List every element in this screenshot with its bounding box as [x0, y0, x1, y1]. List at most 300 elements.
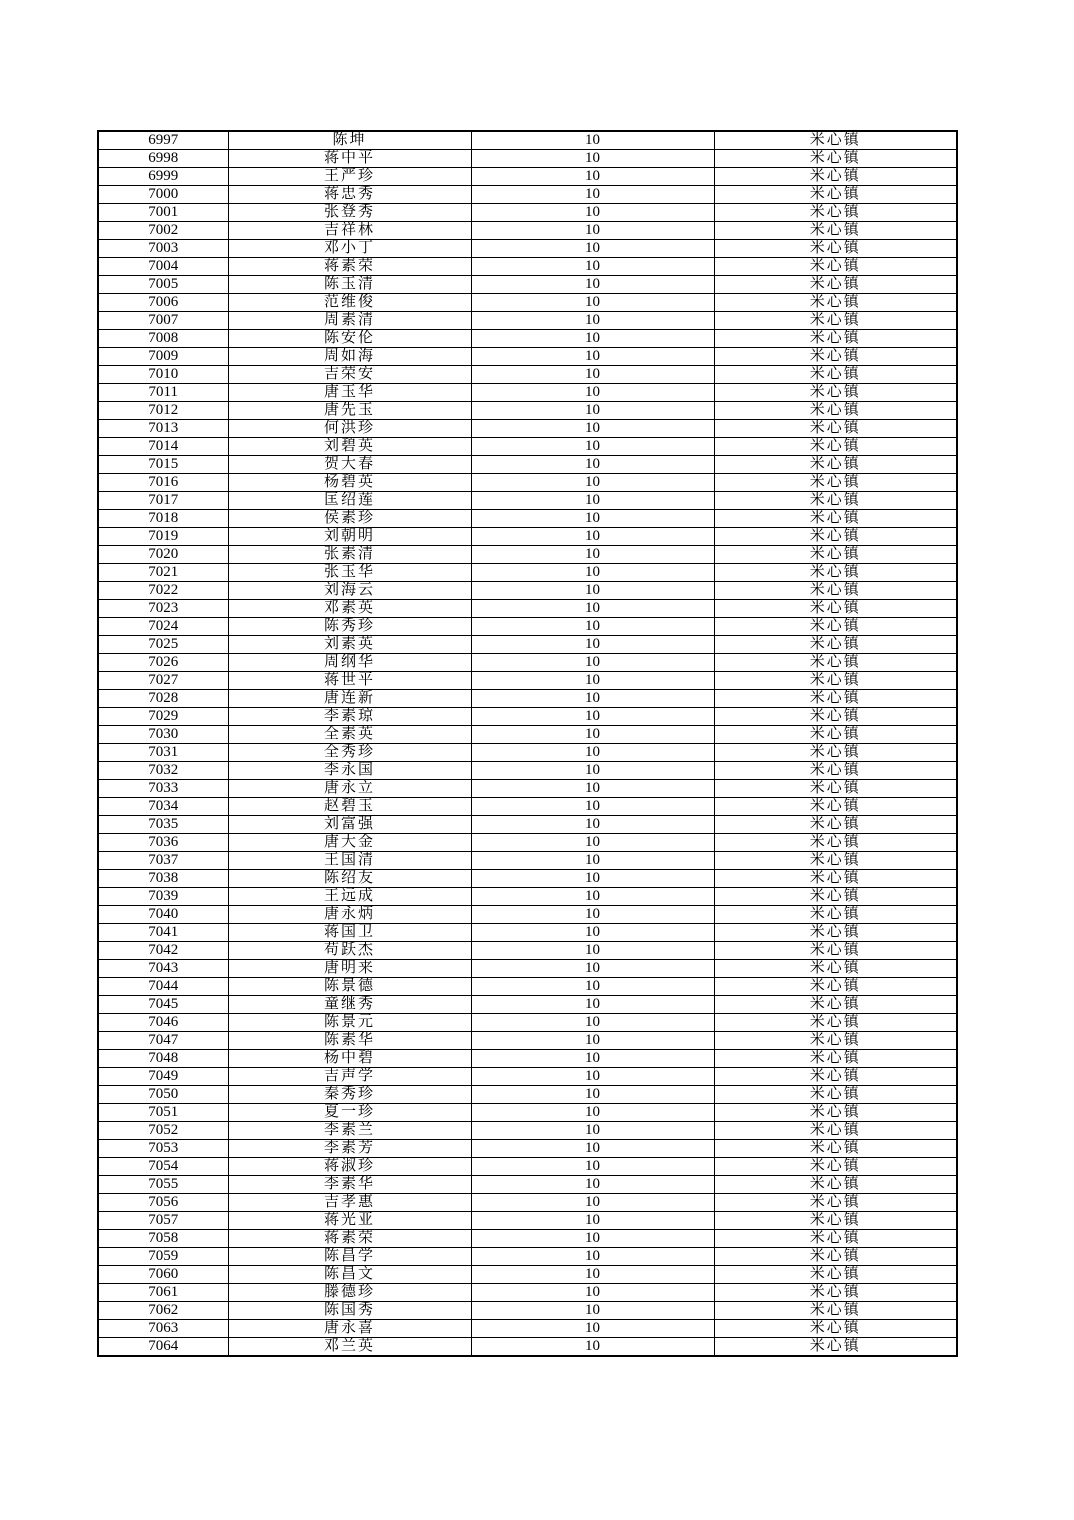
amount-cell: 10	[471, 1068, 714, 1086]
town-cell: 米心镇	[714, 708, 957, 726]
town-cell: 米心镇	[714, 1158, 957, 1176]
name-cell: 匡绍莲	[228, 492, 471, 510]
town-cell: 米心镇	[714, 1122, 957, 1140]
row-number-cell: 7000	[98, 186, 228, 204]
row-number-cell: 7063	[98, 1320, 228, 1338]
name-cell: 杨碧英	[228, 474, 471, 492]
row-number-cell: 7034	[98, 798, 228, 816]
town-cell: 米心镇	[714, 348, 957, 366]
data-table	[97, 130, 958, 1357]
name-cell: 张素清	[228, 546, 471, 564]
table-row	[98, 690, 957, 708]
amount-cell: 10	[471, 510, 714, 528]
amount-cell: 10	[471, 654, 714, 672]
row-number-cell: 7045	[98, 996, 228, 1014]
table-row	[98, 744, 957, 762]
row-number-cell: 7036	[98, 834, 228, 852]
row-number-cell: 7019	[98, 528, 228, 546]
amount-cell: 10	[471, 1122, 714, 1140]
name-cell: 童继秀	[228, 996, 471, 1014]
town-cell: 米心镇	[714, 366, 957, 384]
table-row	[98, 240, 957, 258]
town-cell: 米心镇	[714, 582, 957, 600]
row-number-cell: 7024	[98, 618, 228, 636]
name-cell: 陈景元	[228, 1014, 471, 1032]
name-cell: 李永国	[228, 762, 471, 780]
table-row	[98, 456, 957, 474]
town-cell: 米心镇	[714, 276, 957, 294]
table-row	[98, 276, 957, 294]
town-cell: 米心镇	[714, 600, 957, 618]
table-row	[98, 780, 957, 798]
name-cell: 唐先玉	[228, 402, 471, 420]
amount-cell: 10	[471, 240, 714, 258]
table-row	[98, 762, 957, 780]
amount-cell: 10	[471, 150, 714, 168]
table-row	[98, 1104, 957, 1122]
row-number-cell: 7062	[98, 1302, 228, 1320]
town-cell: 米心镇	[714, 1212, 957, 1230]
name-cell: 唐永炳	[228, 906, 471, 924]
name-cell: 陈安伦	[228, 330, 471, 348]
name-cell: 苟跃杰	[228, 942, 471, 960]
name-cell: 范维俊	[228, 294, 471, 312]
table-row	[98, 204, 957, 222]
amount-cell: 10	[471, 834, 714, 852]
row-number-cell: 7002	[98, 222, 228, 240]
amount-cell: 10	[471, 600, 714, 618]
amount-cell: 10	[471, 492, 714, 510]
amount-cell: 10	[471, 1014, 714, 1032]
table-row	[98, 438, 957, 456]
row-number-cell: 7017	[98, 492, 228, 510]
amount-cell: 10	[471, 978, 714, 996]
row-number-cell: 7016	[98, 474, 228, 492]
name-cell: 吉声学	[228, 1068, 471, 1086]
name-cell: 夏一珍	[228, 1104, 471, 1122]
table-row	[98, 258, 957, 276]
table-row	[98, 1248, 957, 1266]
amount-cell: 10	[471, 1338, 714, 1357]
name-cell: 唐永喜	[228, 1320, 471, 1338]
town-cell: 米心镇	[714, 744, 957, 762]
name-cell: 刘海云	[228, 582, 471, 600]
name-cell: 陈坤	[228, 131, 471, 150]
name-cell: 何洪珍	[228, 420, 471, 438]
name-cell: 王远成	[228, 888, 471, 906]
table-row	[98, 618, 957, 636]
row-number-cell: 7005	[98, 276, 228, 294]
table-row	[98, 402, 957, 420]
row-number-cell: 7023	[98, 600, 228, 618]
row-number-cell: 7020	[98, 546, 228, 564]
town-cell: 米心镇	[714, 762, 957, 780]
row-number-cell: 7013	[98, 420, 228, 438]
row-number-cell: 7025	[98, 636, 228, 654]
table-row	[98, 888, 957, 906]
table-row	[98, 312, 957, 330]
table-row	[98, 582, 957, 600]
amount-cell: 10	[471, 258, 714, 276]
town-cell: 米心镇	[714, 1320, 957, 1338]
name-cell: 全秀珍	[228, 744, 471, 762]
row-number-cell: 6998	[98, 150, 228, 168]
table-row	[98, 564, 957, 582]
name-cell: 蒋素荣	[228, 258, 471, 276]
town-cell: 米心镇	[714, 870, 957, 888]
name-cell: 张玉华	[228, 564, 471, 582]
amount-cell: 10	[471, 960, 714, 978]
town-cell: 米心镇	[714, 636, 957, 654]
name-cell: 陈玉清	[228, 276, 471, 294]
town-cell: 米心镇	[714, 294, 957, 312]
row-number-cell: 7029	[98, 708, 228, 726]
row-number-cell: 7050	[98, 1086, 228, 1104]
row-number-cell: 7006	[98, 294, 228, 312]
town-cell: 米心镇	[714, 1068, 957, 1086]
row-number-cell: 7027	[98, 672, 228, 690]
name-cell: 滕德珍	[228, 1284, 471, 1302]
row-number-cell: 7022	[98, 582, 228, 600]
table-row	[98, 834, 957, 852]
row-number-cell: 7054	[98, 1158, 228, 1176]
town-cell: 米心镇	[714, 942, 957, 960]
name-cell: 唐明来	[228, 960, 471, 978]
name-cell: 唐玉华	[228, 384, 471, 402]
name-cell: 陈素华	[228, 1032, 471, 1050]
row-number-cell: 7043	[98, 960, 228, 978]
name-cell: 李素芳	[228, 1140, 471, 1158]
town-cell: 米心镇	[714, 1032, 957, 1050]
name-cell: 刘碧英	[228, 438, 471, 456]
table-row	[98, 1194, 957, 1212]
row-number-cell: 7058	[98, 1230, 228, 1248]
town-cell: 米心镇	[714, 798, 957, 816]
row-number-cell: 7003	[98, 240, 228, 258]
name-cell: 陈秀珍	[228, 618, 471, 636]
table-row	[98, 1284, 957, 1302]
town-cell: 米心镇	[714, 204, 957, 222]
row-number-cell: 6997	[98, 131, 228, 150]
name-cell: 蒋世平	[228, 672, 471, 690]
row-number-cell: 7055	[98, 1176, 228, 1194]
row-number-cell: 7021	[98, 564, 228, 582]
amount-cell: 10	[471, 204, 714, 222]
name-cell: 唐永立	[228, 780, 471, 798]
amount-cell: 10	[471, 384, 714, 402]
amount-cell: 10	[471, 852, 714, 870]
amount-cell: 10	[471, 312, 714, 330]
name-cell: 李素琼	[228, 708, 471, 726]
amount-cell: 10	[471, 816, 714, 834]
table-row	[98, 1140, 957, 1158]
table-row	[98, 528, 957, 546]
name-cell: 刘富强	[228, 816, 471, 834]
row-number-cell: 7004	[98, 258, 228, 276]
table-row	[98, 708, 957, 726]
table-row	[98, 1050, 957, 1068]
town-cell: 米心镇	[714, 420, 957, 438]
row-number-cell: 7010	[98, 366, 228, 384]
name-cell: 赵碧玉	[228, 798, 471, 816]
town-cell: 米心镇	[714, 654, 957, 672]
amount-cell: 10	[471, 1248, 714, 1266]
name-cell: 陈绍友	[228, 870, 471, 888]
row-number-cell: 7028	[98, 690, 228, 708]
amount-cell: 10	[471, 744, 714, 762]
table-row	[98, 1122, 957, 1140]
name-cell: 秦秀珍	[228, 1086, 471, 1104]
row-number-cell: 7061	[98, 1284, 228, 1302]
table-row	[98, 1032, 957, 1050]
name-cell: 蒋光亚	[228, 1212, 471, 1230]
amount-cell: 10	[471, 1158, 714, 1176]
name-cell: 吉孝惠	[228, 1194, 471, 1212]
amount-cell: 10	[471, 456, 714, 474]
row-number-cell: 7053	[98, 1140, 228, 1158]
town-cell: 米心镇	[714, 258, 957, 276]
row-number-cell: 7057	[98, 1212, 228, 1230]
town-cell: 米心镇	[714, 546, 957, 564]
name-cell: 蒋忠秀	[228, 186, 471, 204]
table-row	[98, 798, 957, 816]
row-number-cell: 7018	[98, 510, 228, 528]
table-row	[98, 510, 957, 528]
row-number-cell: 7044	[98, 978, 228, 996]
amount-cell: 10	[471, 780, 714, 798]
amount-cell: 10	[471, 348, 714, 366]
name-cell: 邓素英	[228, 600, 471, 618]
row-number-cell: 7049	[98, 1068, 228, 1086]
row-number-cell: 7035	[98, 816, 228, 834]
town-cell: 米心镇	[714, 780, 957, 798]
table-row	[98, 1014, 957, 1032]
amount-cell: 10	[471, 1284, 714, 1302]
town-cell: 米心镇	[714, 816, 957, 834]
row-number-cell: 7046	[98, 1014, 228, 1032]
amount-cell: 10	[471, 420, 714, 438]
town-cell: 米心镇	[714, 492, 957, 510]
name-cell: 蒋中平	[228, 150, 471, 168]
table-row	[98, 294, 957, 312]
amount-cell: 10	[471, 1086, 714, 1104]
town-cell: 米心镇	[714, 438, 957, 456]
name-cell: 吉荣安	[228, 366, 471, 384]
name-cell: 张登秀	[228, 204, 471, 222]
table-row	[98, 960, 957, 978]
amount-cell: 10	[471, 1212, 714, 1230]
table-row	[98, 222, 957, 240]
table-row	[98, 330, 957, 348]
town-cell: 米心镇	[714, 834, 957, 852]
table-row	[98, 852, 957, 870]
town-cell: 米心镇	[714, 1014, 957, 1032]
name-cell: 李素华	[228, 1176, 471, 1194]
table-row	[98, 1212, 957, 1230]
amount-cell: 10	[471, 1230, 714, 1248]
town-cell: 米心镇	[714, 240, 957, 258]
town-cell: 米心镇	[714, 906, 957, 924]
amount-cell: 10	[471, 330, 714, 348]
amount-cell: 10	[471, 438, 714, 456]
row-number-cell: 7060	[98, 1266, 228, 1284]
amount-cell: 10	[471, 186, 714, 204]
table-row	[98, 131, 957, 150]
row-number-cell: 7011	[98, 384, 228, 402]
town-cell: 米心镇	[714, 960, 957, 978]
name-cell: 陈国秀	[228, 1302, 471, 1320]
row-number-cell: 7007	[98, 312, 228, 330]
row-number-cell: 7026	[98, 654, 228, 672]
table-row	[98, 726, 957, 744]
amount-cell: 10	[471, 564, 714, 582]
town-cell: 米心镇	[714, 1248, 957, 1266]
name-cell: 刘素英	[228, 636, 471, 654]
name-cell: 周如海	[228, 348, 471, 366]
table-row	[98, 654, 957, 672]
town-cell: 米心镇	[714, 1050, 957, 1068]
row-number-cell: 7009	[98, 348, 228, 366]
table-row	[98, 1230, 957, 1248]
name-cell: 侯素珍	[228, 510, 471, 528]
amount-cell: 10	[471, 1194, 714, 1212]
row-number-cell: 6999	[98, 168, 228, 186]
town-cell: 米心镇	[714, 528, 957, 546]
table-row	[98, 1320, 957, 1338]
name-cell: 吉祥林	[228, 222, 471, 240]
town-cell: 米心镇	[714, 690, 957, 708]
name-cell: 蒋淑珍	[228, 1158, 471, 1176]
name-cell: 邓兰英	[228, 1338, 471, 1357]
table-row	[98, 996, 957, 1014]
town-cell: 米心镇	[714, 996, 957, 1014]
row-number-cell: 7038	[98, 870, 228, 888]
row-number-cell: 7051	[98, 1104, 228, 1122]
row-number-cell: 7001	[98, 204, 228, 222]
table-row	[98, 870, 957, 888]
table-row	[98, 906, 957, 924]
amount-cell: 10	[471, 582, 714, 600]
amount-cell: 10	[471, 762, 714, 780]
name-cell: 刘朝明	[228, 528, 471, 546]
amount-cell: 10	[471, 996, 714, 1014]
name-cell: 唐连新	[228, 690, 471, 708]
town-cell: 米心镇	[714, 1302, 957, 1320]
table-row	[98, 1176, 957, 1194]
town-cell: 米心镇	[714, 312, 957, 330]
table-row	[98, 636, 957, 654]
amount-cell: 10	[471, 906, 714, 924]
town-cell: 米心镇	[714, 222, 957, 240]
amount-cell: 10	[471, 888, 714, 906]
row-number-cell: 7052	[98, 1122, 228, 1140]
amount-cell: 10	[471, 366, 714, 384]
table-row	[98, 672, 957, 690]
table-row	[98, 942, 957, 960]
row-number-cell: 7064	[98, 1338, 228, 1357]
row-number-cell: 7040	[98, 906, 228, 924]
amount-cell: 10	[471, 168, 714, 186]
name-cell: 周纲华	[228, 654, 471, 672]
amount-cell: 10	[471, 672, 714, 690]
town-cell: 米心镇	[714, 1104, 957, 1122]
town-cell: 米心镇	[714, 564, 957, 582]
row-number-cell: 7012	[98, 402, 228, 420]
town-cell: 米心镇	[714, 168, 957, 186]
row-number-cell: 7047	[98, 1032, 228, 1050]
table-row	[98, 474, 957, 492]
row-number-cell: 7048	[98, 1050, 228, 1068]
town-cell: 米心镇	[714, 924, 957, 942]
name-cell: 陈昌学	[228, 1248, 471, 1266]
table-row	[98, 168, 957, 186]
town-cell: 米心镇	[714, 131, 957, 150]
table-row	[98, 186, 957, 204]
row-number-cell: 7037	[98, 852, 228, 870]
amount-cell: 10	[471, 708, 714, 726]
table-row	[98, 924, 957, 942]
row-number-cell: 7032	[98, 762, 228, 780]
town-cell: 米心镇	[714, 1176, 957, 1194]
row-number-cell: 7033	[98, 780, 228, 798]
row-number-cell: 7030	[98, 726, 228, 744]
amount-cell: 10	[471, 546, 714, 564]
row-number-cell: 7059	[98, 1248, 228, 1266]
town-cell: 米心镇	[714, 1194, 957, 1212]
table-row	[98, 1158, 957, 1176]
table-row	[98, 420, 957, 438]
name-cell: 邓小丁	[228, 240, 471, 258]
name-cell: 唐大金	[228, 834, 471, 852]
row-number-cell: 7014	[98, 438, 228, 456]
table-row	[98, 978, 957, 996]
name-cell: 陈景德	[228, 978, 471, 996]
town-cell: 米心镇	[714, 384, 957, 402]
amount-cell: 10	[471, 402, 714, 420]
table-row	[98, 600, 957, 618]
town-cell: 米心镇	[714, 1338, 957, 1357]
amount-cell: 10	[471, 1050, 714, 1068]
town-cell: 米心镇	[714, 1266, 957, 1284]
name-cell: 蒋国卫	[228, 924, 471, 942]
amount-cell: 10	[471, 1140, 714, 1158]
table-row	[98, 1068, 957, 1086]
amount-cell: 10	[471, 131, 714, 150]
amount-cell: 10	[471, 870, 714, 888]
name-cell: 周素清	[228, 312, 471, 330]
amount-cell: 10	[471, 798, 714, 816]
town-cell: 米心镇	[714, 150, 957, 168]
name-cell: 杨中碧	[228, 1050, 471, 1068]
town-cell: 米心镇	[714, 888, 957, 906]
table-row	[98, 1266, 957, 1284]
table-row	[98, 546, 957, 564]
table-row	[98, 1338, 957, 1357]
name-cell: 李素兰	[228, 1122, 471, 1140]
row-number-cell: 7041	[98, 924, 228, 942]
amount-cell: 10	[471, 294, 714, 312]
table-row	[98, 492, 957, 510]
table-row	[98, 1086, 957, 1104]
amount-cell: 10	[471, 276, 714, 294]
town-cell: 米心镇	[714, 1230, 957, 1248]
row-number-cell: 7008	[98, 330, 228, 348]
amount-cell: 10	[471, 690, 714, 708]
row-number-cell: 7056	[98, 1194, 228, 1212]
town-cell: 米心镇	[714, 330, 957, 348]
town-cell: 米心镇	[714, 186, 957, 204]
town-cell: 米心镇	[714, 402, 957, 420]
